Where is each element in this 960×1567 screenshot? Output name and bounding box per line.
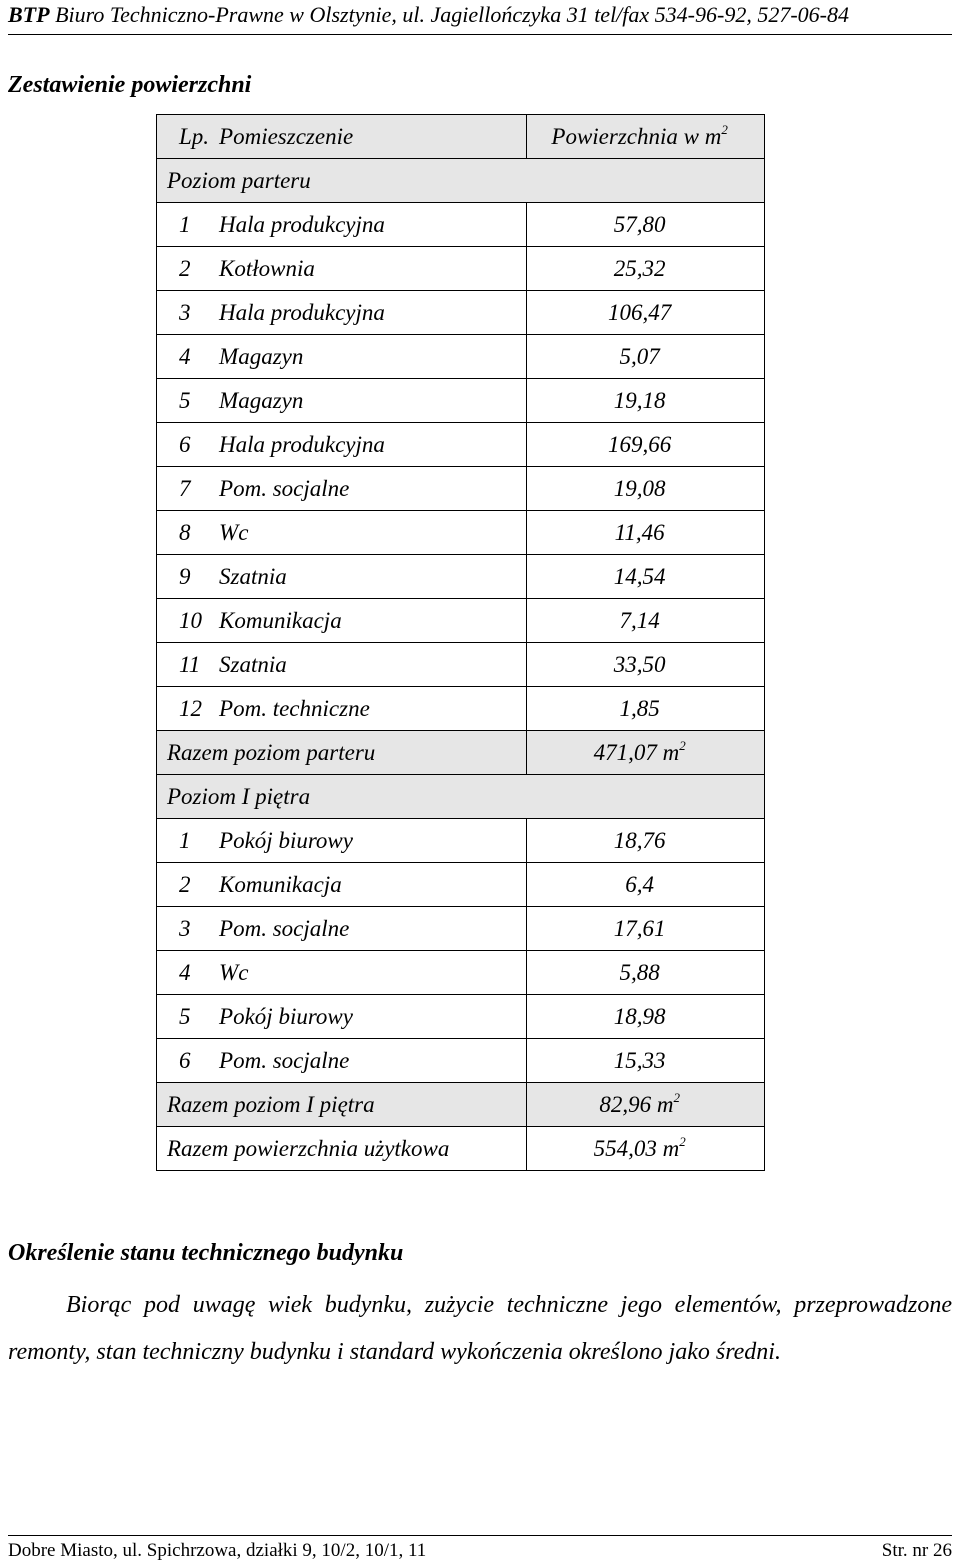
table-row bbox=[157, 819, 765, 863]
row-room-name: Hala produkcyjna bbox=[209, 423, 527, 467]
table-row bbox=[157, 643, 765, 687]
table-row bbox=[157, 247, 765, 291]
row-area: 106,47 bbox=[527, 291, 765, 335]
row-room-name: Pokój biurowy bbox=[209, 819, 527, 863]
row-area: 57,80 bbox=[527, 203, 765, 247]
table-row bbox=[157, 335, 765, 379]
row-room-name: Pom. socjalne bbox=[209, 907, 527, 951]
footer-address: Dobre Miasto, ul. Spichrzowa, działki 9, 10/2, 10/1, 11 bbox=[8, 1540, 427, 1561]
row-lp: 12 bbox=[157, 687, 210, 731]
section-title-condition: Określenie stanu technicznego budynku bbox=[8, 1240, 404, 1266]
table-row bbox=[157, 951, 765, 995]
total-value: 82,96 $m^2$ bbox=[527, 1083, 765, 1127]
row-room-name: Magazyn bbox=[209, 379, 527, 423]
row-lp: 2 bbox=[157, 863, 210, 907]
row-lp: 6 bbox=[157, 423, 210, 467]
table-row bbox=[157, 599, 765, 643]
row-lp: 5 bbox=[157, 379, 210, 423]
company-details: Biuro Techniczno-Prawne w Olsztynie, ul. Jagiellończyka 31 tel/fax 534-96-92, 527-06-84 bbox=[55, 2, 849, 27]
row-room-name: Kotłownia bbox=[209, 247, 527, 291]
row-room-name: Wc bbox=[209, 511, 527, 555]
first-total-row bbox=[157, 1083, 765, 1127]
row-lp: 5 bbox=[157, 995, 210, 1039]
page-footer bbox=[8, 1535, 952, 1566]
row-room-name: Pokój biurowy bbox=[209, 995, 527, 1039]
table-row bbox=[157, 1039, 765, 1083]
row-area: 14,54 bbox=[527, 555, 765, 599]
header-lp: Lp. bbox=[157, 115, 210, 159]
footer-page-number: Str. nr 26 bbox=[881, 1540, 952, 1561]
row-lp: 6 bbox=[157, 1039, 210, 1083]
table-row bbox=[157, 467, 765, 511]
level-header-row bbox=[157, 159, 765, 203]
header-room: Pomieszczenie bbox=[209, 115, 527, 159]
row-lp: 1 bbox=[157, 203, 210, 247]
row-lp: 11 bbox=[157, 643, 210, 687]
row-lp: 1 bbox=[157, 819, 210, 863]
row-lp: 4 bbox=[157, 951, 210, 995]
area-table bbox=[156, 114, 765, 1171]
row-area: 1,85 bbox=[527, 687, 765, 731]
total-label: Razem powierzchnia użytkowa bbox=[157, 1127, 527, 1171]
grand-total-row bbox=[157, 1127, 765, 1171]
row-room-name: Komunikacja bbox=[209, 863, 527, 907]
row-lp: 3 bbox=[157, 907, 210, 951]
row-lp: 3 bbox=[157, 291, 210, 335]
header-area: Powierzchnia w $m^2$ bbox=[527, 115, 765, 159]
row-room-name: Szatnia bbox=[209, 643, 527, 687]
table-row bbox=[157, 995, 765, 1039]
row-lp: 4 bbox=[157, 335, 210, 379]
row-area: 18,98 bbox=[527, 995, 765, 1039]
row-area: 18,76 bbox=[527, 819, 765, 863]
table-row bbox=[157, 555, 765, 599]
table-row bbox=[157, 511, 765, 555]
row-room-name: Szatnia bbox=[209, 555, 527, 599]
table-header-row bbox=[157, 115, 765, 159]
row-lp: 8 bbox=[157, 511, 210, 555]
row-area: 6,4 bbox=[527, 863, 765, 907]
total-value: 471,07 $m^2$ bbox=[527, 731, 765, 775]
page-header bbox=[8, 0, 952, 35]
section-title-areas: Zestawienie powierzchni bbox=[8, 72, 252, 98]
total-label: Razem poziom parteru bbox=[157, 731, 527, 775]
row-room-name: Pom. socjalne bbox=[209, 1039, 527, 1083]
row-lp: 9 bbox=[157, 555, 210, 599]
row-area: 17,61 bbox=[527, 907, 765, 951]
row-room-name: Komunikacja bbox=[209, 599, 527, 643]
total-label: Razem poziom I piętra bbox=[157, 1083, 527, 1127]
row-area: 5,07 bbox=[527, 335, 765, 379]
row-area: 11,46 bbox=[527, 511, 765, 555]
row-area: 19,18 bbox=[527, 379, 765, 423]
row-area: 25,32 bbox=[527, 247, 765, 291]
row-area: 169,66 bbox=[527, 423, 765, 467]
row-room-name: Wc bbox=[209, 951, 527, 995]
row-lp: 10 bbox=[157, 599, 210, 643]
level-label: Poziom I piętra bbox=[157, 775, 765, 819]
row-lp: 7 bbox=[157, 467, 210, 511]
company-abbreviation: BTP bbox=[8, 2, 50, 27]
row-area: 33,50 bbox=[527, 643, 765, 687]
row-room-name: Hala produkcyjna bbox=[209, 291, 527, 335]
table-row bbox=[157, 907, 765, 951]
table-row bbox=[157, 423, 765, 467]
row-room-name: Magazyn bbox=[209, 335, 527, 379]
row-area: 7,14 bbox=[527, 599, 765, 643]
level-header-row bbox=[157, 775, 765, 819]
row-room-name: Pom. socjalne bbox=[209, 467, 527, 511]
row-area: 5,88 bbox=[527, 951, 765, 995]
row-lp: 2 bbox=[157, 247, 210, 291]
table-row bbox=[157, 203, 765, 247]
level-label: Poziom parteru bbox=[157, 159, 765, 203]
ground-total-row bbox=[157, 731, 765, 775]
table-row bbox=[157, 379, 765, 423]
row-room-name: Hala produkcyjna bbox=[209, 203, 527, 247]
row-area: 19,08 bbox=[527, 467, 765, 511]
table-row bbox=[157, 687, 765, 731]
table-row bbox=[157, 291, 765, 335]
total-value: 554,03 $m^2$ bbox=[527, 1127, 765, 1171]
condition-paragraph: Biorąc pod uwagę wiek budynku, zużycie techniczne jego elementów, przeprowadzone remonty, stan techniczny budynku i standard wykończenia określono jako średni. bbox=[8, 1292, 952, 1365]
row-room-name: Pom. techniczne bbox=[209, 687, 527, 731]
row-area: 15,33 bbox=[527, 1039, 765, 1083]
table-row bbox=[157, 863, 765, 907]
